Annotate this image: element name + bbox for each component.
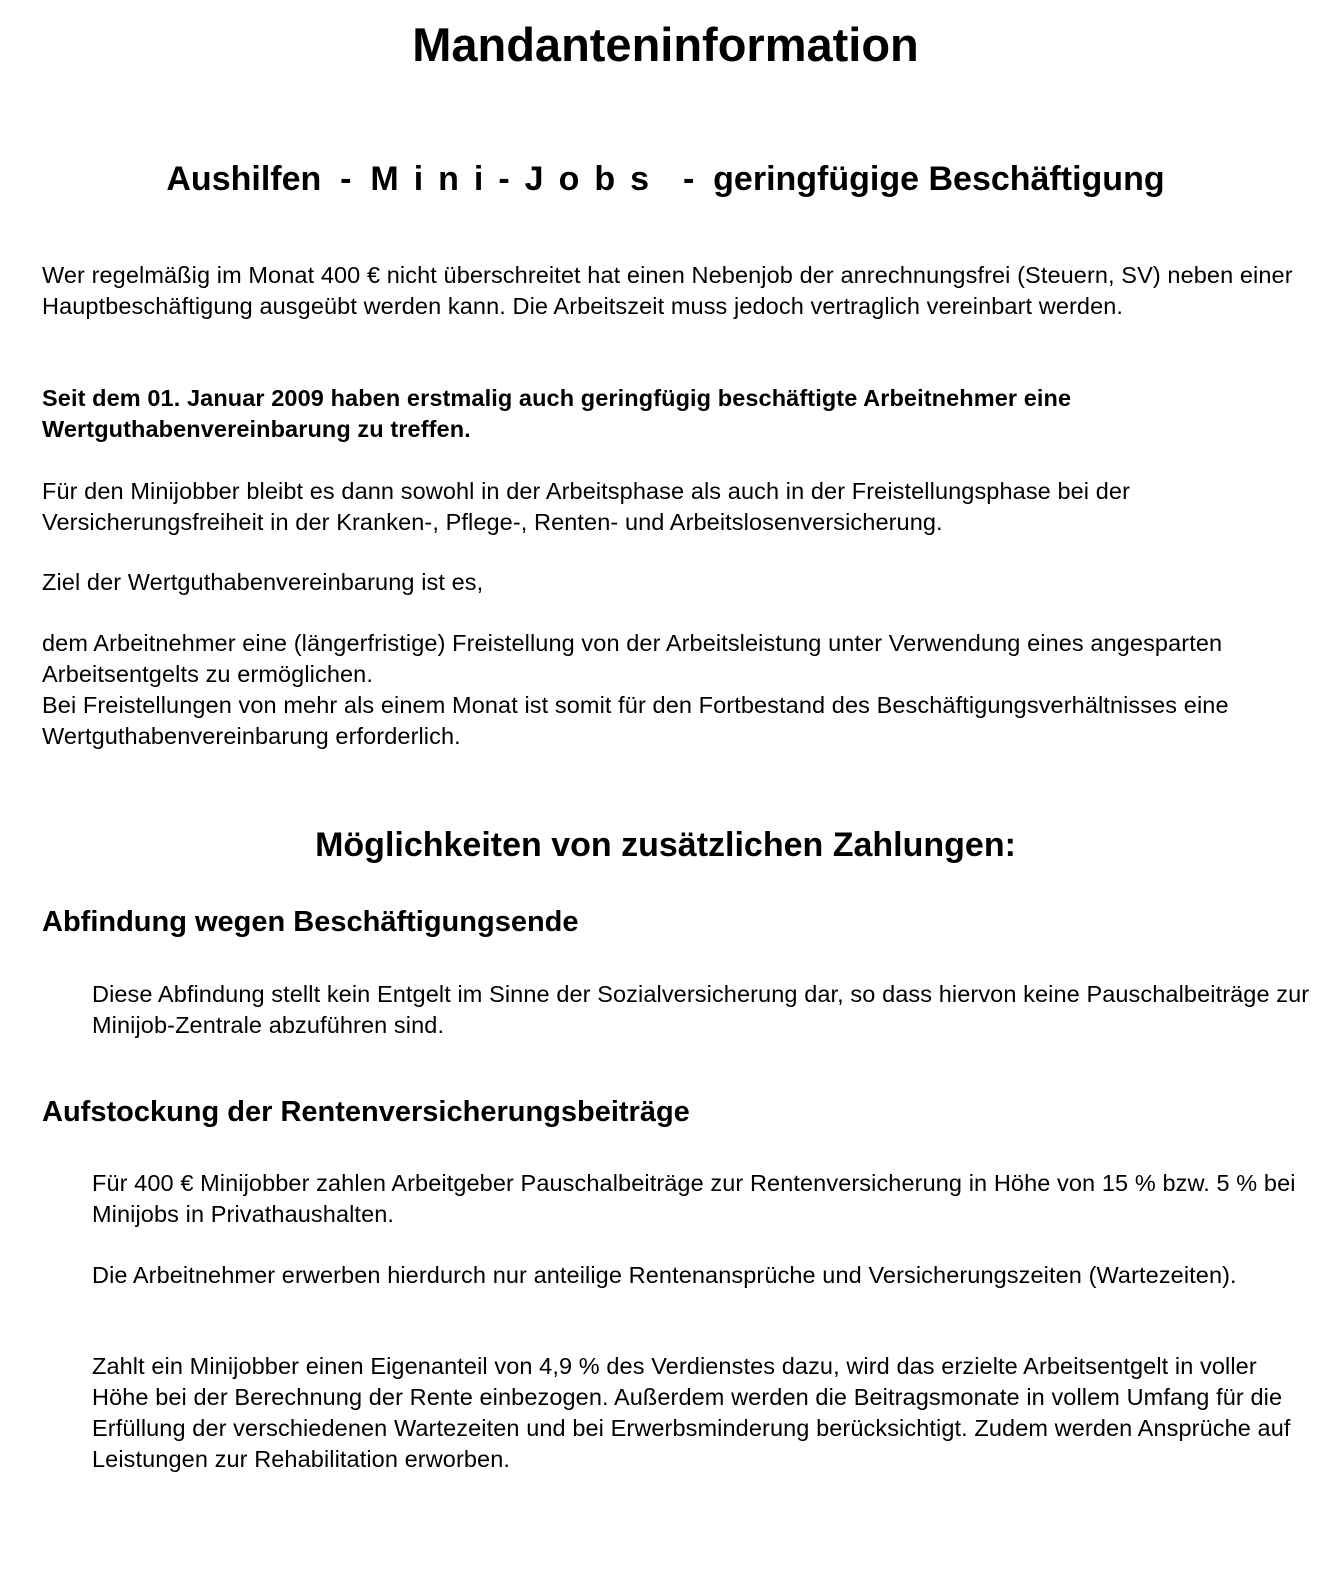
subtitle-part-geringfuegig: - geringfügige Beschäftigung <box>664 160 1165 198</box>
goal-paragraph-2: Bei Freistellungen von mehr als einem Monat ist somit für den Fortbestand des Beschäftigungsverhältnisses eine Wertguthabenvereinbarung erforderlich. <box>42 692 1229 749</box>
pension-topup-paragraph-2: Die Arbeitnehmer erwerben hierdurch nur anteilige Rentenansprüche und Versicherungszeiten (Wartezeiten). <box>92 1262 1237 1288</box>
subtitle-part-aushilfen: Aushilfen - <box>166 160 371 198</box>
pension-topup-paragraph-1: Für 400 € Minijobber zahlen Arbeitgeber Pauschalbeiträge zur Rentenversicherung in Höhe von 15 % bzw. 5 % bei Minijobs in Privathaushalten. <box>92 1170 1296 1227</box>
bold-notice-paragraph: Seit dem 01. Januar 2009 haben erstmalig auch geringfügig beschäftigte Arbeitnehmer eine Wertguthabenvereinbarung zu treffen. <box>42 385 1072 442</box>
document-subtitle <box>0 156 1331 202</box>
goal-intro-paragraph: Ziel der Wertguthabenvereinbarung ist es, <box>42 569 484 595</box>
severance-paragraph: Diese Abfindung stellt kein Entgelt im Sinne der Sozialversicherung dar, so dass hiervon keine Pauschalbeiträge zur Minijob-Zentrale abzuführen sind. <box>92 981 1310 1038</box>
page-title: Mandanteninformation <box>412 18 919 71</box>
subtitle-part-minijobs: Mini-Jobs <box>370 160 665 198</box>
payments-section-title: Möglichkeiten von zusätzlichen Zahlungen: <box>315 826 1016 864</box>
pension-topup-paragraph-3: Zahlt ein Minijobber einen Eigenanteil von 4,9 % des Verdienstes dazu, wird das erzielte Arbeitsentgelt in voller Höhe bei der Berechnung der Rente einbezogen. Außerdem werden die Beitragsmonate in vollem Umfang für die Erfüllung der verschiedenen Wartezeiten und bei Erwerbsminderung berücksichtigt. Zudem werden Ansprüche auf Leistungen zur Rehabilitation erworben. <box>92 1353 1291 1472</box>
minijobber-paragraph: Für den Minijobber bleibt es dann sowohl in der Arbeitsphase als auch in der Freistellungsphase bei der Versicherungsfreiheit in der Kranken-, Pflege-, Renten- und Arbeitslosenversicherung. <box>42 478 1131 535</box>
severance-heading: Abfindung wegen Beschäftigungsende <box>42 906 579 938</box>
pension-topup-heading: Aufstockung der Rentenversicherungsbeiträge <box>42 1096 690 1128</box>
goal-paragraph-1: dem Arbeitnehmer eine (längerfristige) Freistellung von der Arbeitsleistung unter Verwendung eines angesparten Arbeitsentgelts zu ermöglichen. <box>42 630 1223 687</box>
intro-paragraph: Wer regelmäßig im Monat 400 € nicht überschreitet hat einen Nebenjob der anrechnungsfrei (Steuern, SV) neben einer Hauptbeschäftigung ausgeübt werden kann. Die Arbeitszeit muss jedoch vertraglich vereinbart werden. <box>42 262 1293 319</box>
